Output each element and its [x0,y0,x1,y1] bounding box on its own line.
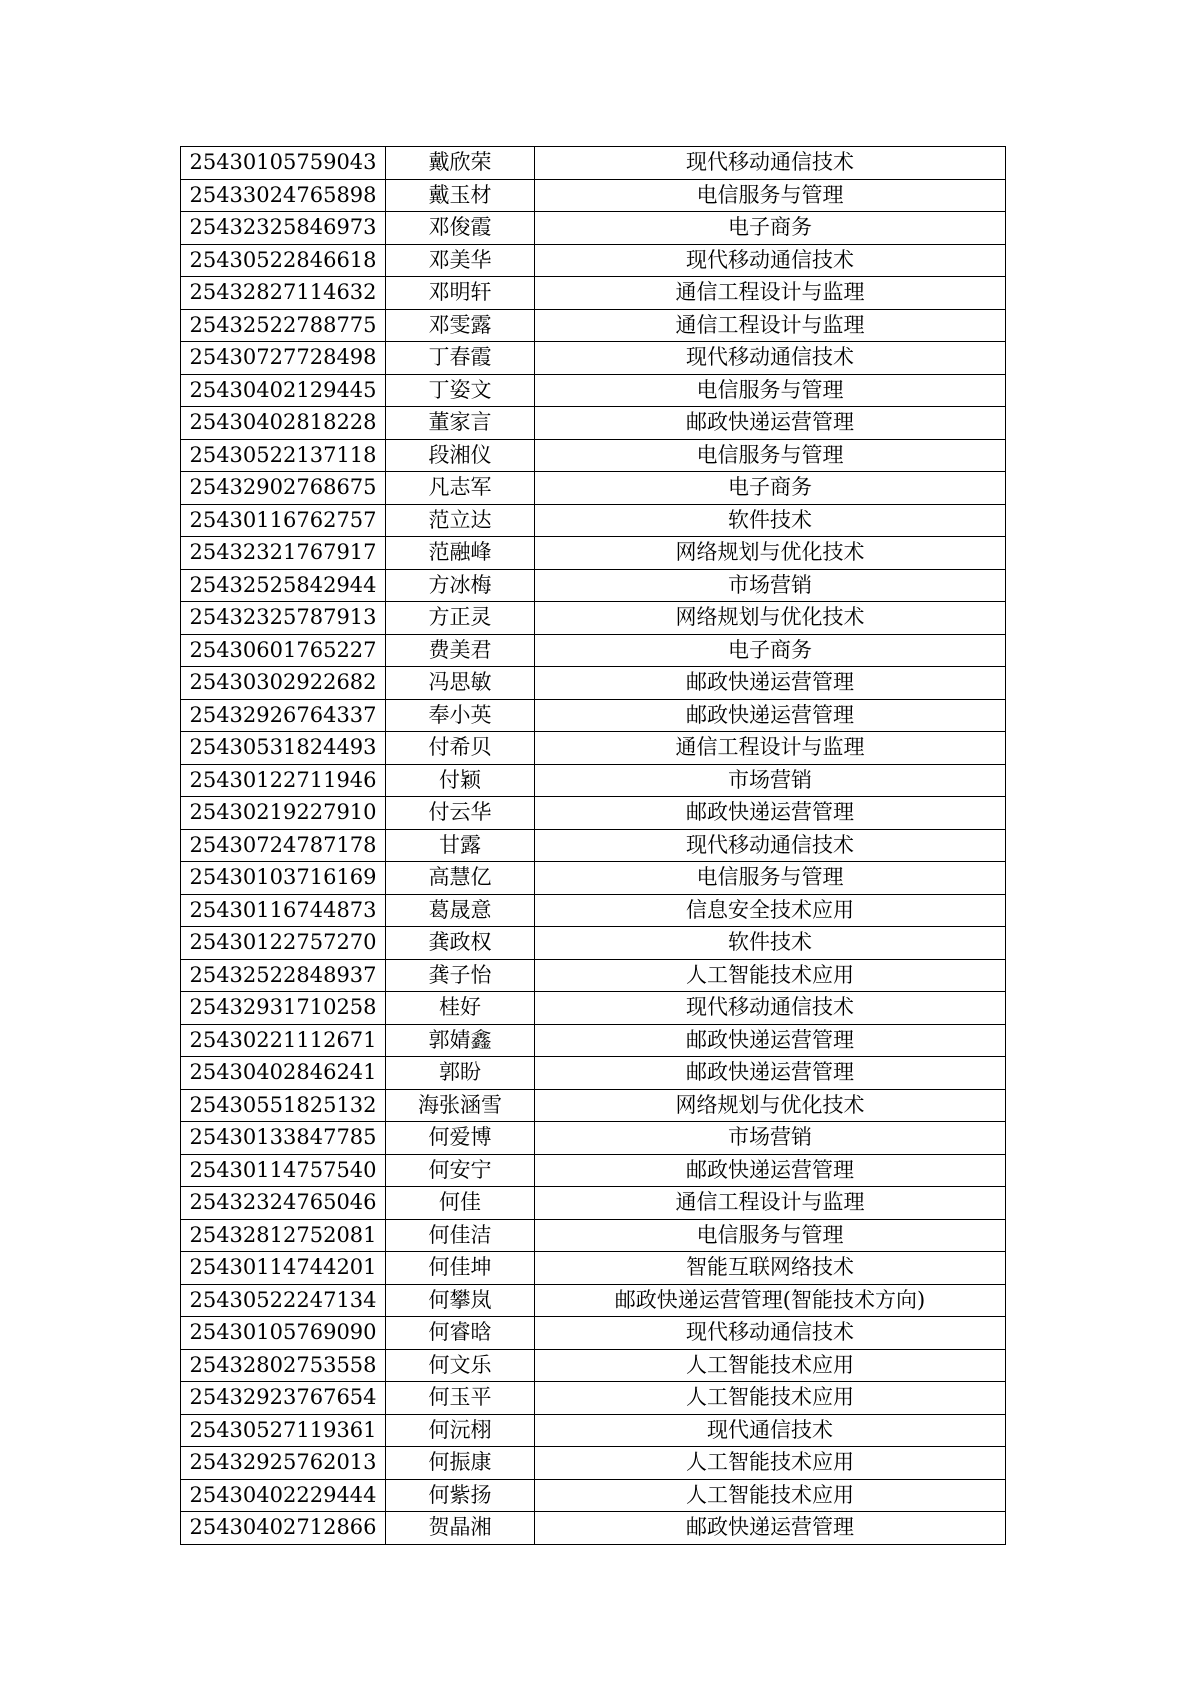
student-name-cell: 何佳洁 [386,1219,535,1252]
table-row [181,1414,1006,1447]
student-name-cell: 何文乐 [386,1349,535,1382]
student-name-cell: 方冰梅 [386,569,535,602]
student-name-cell: 冯思敏 [386,667,535,700]
student-id-cell: 25430402818228 [181,407,386,440]
student-name-cell: 桂好 [386,992,535,1025]
major-cell: 邮政快递运营管理 [535,1154,1006,1187]
table-row [181,667,1006,700]
student-name-cell: 何紫扬 [386,1479,535,1512]
student-id-cell: 25430522247134 [181,1284,386,1317]
student-id-cell: 25430302922682 [181,667,386,700]
student-name-cell: 奉小英 [386,699,535,732]
student-name-cell: 龚政权 [386,927,535,960]
major-cell: 信息安全技术应用 [535,894,1006,927]
student-id-cell: 25430522846618 [181,244,386,277]
major-cell: 电信服务与管理 [535,862,1006,895]
table-row [181,504,1006,537]
student-name-cell: 董家言 [386,407,535,440]
student-roster-table [180,146,1006,1545]
table-row [181,927,1006,960]
major-cell: 软件技术 [535,504,1006,537]
student-name-cell: 何攀岚 [386,1284,535,1317]
table-row [181,894,1006,927]
table-row [181,1447,1006,1480]
table-row [181,277,1006,310]
student-id-cell: 25430221112671 [181,1024,386,1057]
student-name-cell: 葛晟意 [386,894,535,927]
student-id-cell: 25432525842944 [181,569,386,602]
table-row [181,764,1006,797]
major-cell: 电信服务与管理 [535,1219,1006,1252]
student-id-cell: 25430402129445 [181,374,386,407]
student-id-cell: 25430114744201 [181,1252,386,1285]
table-row [181,1057,1006,1090]
student-name-cell: 何佳 [386,1187,535,1220]
student-id-cell: 25432321767917 [181,537,386,570]
table-row [181,1187,1006,1220]
table-row [181,407,1006,440]
major-cell: 邮政快递运营管理(智能技术方向) [535,1284,1006,1317]
student-id-cell: 25432325787913 [181,602,386,635]
major-cell: 邮政快递运营管理 [535,407,1006,440]
student-id-cell: 25430133847785 [181,1122,386,1155]
table-row [181,797,1006,830]
student-name-cell: 贺晶湘 [386,1512,535,1545]
major-cell: 邮政快递运营管理 [535,1057,1006,1090]
student-id-cell: 25430551825132 [181,1089,386,1122]
student-id-cell: 25430727728498 [181,342,386,375]
table-row [181,179,1006,212]
student-name-cell: 郭盼 [386,1057,535,1090]
major-cell: 市场营销 [535,569,1006,602]
student-name-cell: 范立达 [386,504,535,537]
student-id-cell: 25432923767654 [181,1382,386,1415]
student-name-cell: 邓美华 [386,244,535,277]
student-name-cell: 海张涵雪 [386,1089,535,1122]
student-id-cell: 25430402712866 [181,1512,386,1545]
student-name-cell: 何安宁 [386,1154,535,1187]
student-id-cell: 25432325846973 [181,212,386,245]
table-row [181,1089,1006,1122]
student-name-cell: 邓明轩 [386,277,535,310]
major-cell: 现代移动通信技术 [535,1317,1006,1350]
major-cell: 通信工程设计与监理 [535,309,1006,342]
major-cell: 邮政快递运营管理 [535,1512,1006,1545]
major-cell: 邮政快递运营管理 [535,1024,1006,1057]
table-row [181,537,1006,570]
student-id-cell: 25430116744873 [181,894,386,927]
table-row [181,1024,1006,1057]
major-cell: 网络规划与优化技术 [535,537,1006,570]
student-name-cell: 付希贝 [386,732,535,765]
major-cell: 通信工程设计与监理 [535,1187,1006,1220]
student-id-cell: 25430531824493 [181,732,386,765]
student-id-cell: 25432925762013 [181,1447,386,1480]
student-id-cell: 25432902768675 [181,472,386,505]
student-name-cell: 邓雯露 [386,309,535,342]
student-name-cell: 何振康 [386,1447,535,1480]
student-id-cell: 25430219227910 [181,797,386,830]
major-cell: 智能互联网络技术 [535,1252,1006,1285]
student-id-cell: 25430116762757 [181,504,386,537]
table-row [181,829,1006,862]
student-id-cell: 25430724787178 [181,829,386,862]
major-cell: 邮政快递运营管理 [535,667,1006,700]
table-row [181,732,1006,765]
roster-body [181,147,1006,1545]
student-id-cell: 25430601765227 [181,634,386,667]
table-row [181,374,1006,407]
student-name-cell: 甘露 [386,829,535,862]
student-id-cell: 25432812752081 [181,1219,386,1252]
student-name-cell: 丁姿文 [386,374,535,407]
table-row [181,1219,1006,1252]
table-row [181,602,1006,635]
table-row [181,1122,1006,1155]
table-row [181,1284,1006,1317]
student-name-cell: 凡志军 [386,472,535,505]
table-row [181,147,1006,180]
major-cell: 电子商务 [535,634,1006,667]
student-name-cell: 郭婧鑫 [386,1024,535,1057]
table-row [181,569,1006,602]
table-row [181,309,1006,342]
major-cell: 市场营销 [535,764,1006,797]
major-cell: 人工智能技术应用 [535,1349,1006,1382]
table-row [181,699,1006,732]
major-cell: 邮政快递运营管理 [535,797,1006,830]
student-name-cell: 何玉平 [386,1382,535,1415]
table-row [181,1154,1006,1187]
student-name-cell: 何睿晗 [386,1317,535,1350]
student-id-cell: 25430105769090 [181,1317,386,1350]
student-name-cell: 龚子怡 [386,959,535,992]
table-row [181,1349,1006,1382]
table-row [181,212,1006,245]
student-name-cell: 何爱博 [386,1122,535,1155]
major-cell: 现代移动通信技术 [535,342,1006,375]
student-id-cell: 25430402846241 [181,1057,386,1090]
student-name-cell: 高慧亿 [386,862,535,895]
student-id-cell: 25432802753558 [181,1349,386,1382]
table-row [181,1512,1006,1545]
table-row [181,634,1006,667]
student-id-cell: 25432522848937 [181,959,386,992]
student-id-cell: 25430402229444 [181,1479,386,1512]
table-row [181,862,1006,895]
table-row [181,1252,1006,1285]
table-row [181,959,1006,992]
student-name-cell: 戴欣荣 [386,147,535,180]
major-cell: 人工智能技术应用 [535,1479,1006,1512]
student-name-cell: 丁春霞 [386,342,535,375]
major-cell: 现代移动通信技术 [535,992,1006,1025]
student-name-cell: 何沅栩 [386,1414,535,1447]
student-id-cell: 25432931710258 [181,992,386,1025]
major-cell: 现代移动通信技术 [535,244,1006,277]
major-cell: 人工智能技术应用 [535,1447,1006,1480]
student-id-cell: 25430122711946 [181,764,386,797]
student-id-cell: 25432522788775 [181,309,386,342]
major-cell: 电信服务与管理 [535,179,1006,212]
student-name-cell: 付颖 [386,764,535,797]
table-row [181,342,1006,375]
student-name-cell: 何佳坤 [386,1252,535,1285]
student-id-cell: 25430103716169 [181,862,386,895]
major-cell: 网络规划与优化技术 [535,1089,1006,1122]
student-id-cell: 25433024765898 [181,179,386,212]
table-row [181,1317,1006,1350]
student-id-cell: 25430122757270 [181,927,386,960]
major-cell: 电子商务 [535,472,1006,505]
student-name-cell: 戴玉材 [386,179,535,212]
student-name-cell: 范融峰 [386,537,535,570]
major-cell: 电子商务 [535,212,1006,245]
student-id-cell: 25432324765046 [181,1187,386,1220]
major-cell: 电信服务与管理 [535,439,1006,472]
table-row [181,992,1006,1025]
student-id-cell: 25430527119361 [181,1414,386,1447]
table-row [181,1479,1006,1512]
table-row [181,472,1006,505]
student-name-cell: 方正灵 [386,602,535,635]
student-id-cell: 25432926764337 [181,699,386,732]
student-id-cell: 25430105759043 [181,147,386,180]
table-row [181,244,1006,277]
student-id-cell: 25430114757540 [181,1154,386,1187]
major-cell: 通信工程设计与监理 [535,732,1006,765]
major-cell: 现代通信技术 [535,1414,1006,1447]
table-row [181,439,1006,472]
student-name-cell: 段湘仪 [386,439,535,472]
major-cell: 现代移动通信技术 [535,829,1006,862]
major-cell: 人工智能技术应用 [535,1382,1006,1415]
major-cell: 软件技术 [535,927,1006,960]
student-name-cell: 邓俊霞 [386,212,535,245]
major-cell: 现代移动通信技术 [535,147,1006,180]
student-id-cell: 25432827114632 [181,277,386,310]
major-cell: 邮政快递运营管理 [535,699,1006,732]
major-cell: 网络规划与优化技术 [535,602,1006,635]
major-cell: 通信工程设计与监理 [535,277,1006,310]
student-id-cell: 25430522137118 [181,439,386,472]
table-row [181,1382,1006,1415]
student-name-cell: 费美君 [386,634,535,667]
major-cell: 人工智能技术应用 [535,959,1006,992]
student-name-cell: 付云华 [386,797,535,830]
major-cell: 市场营销 [535,1122,1006,1155]
major-cell: 电信服务与管理 [535,374,1006,407]
